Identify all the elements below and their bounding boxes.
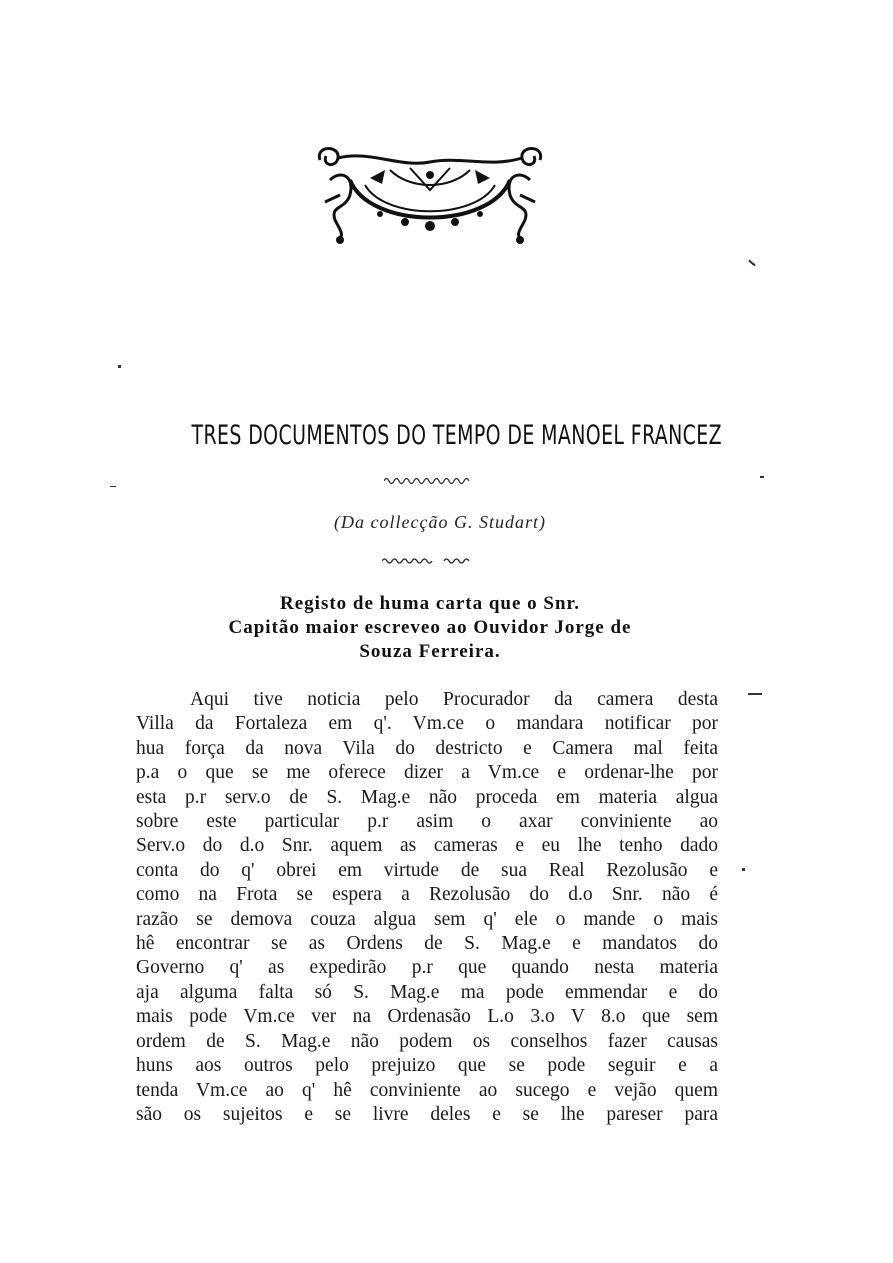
body-line: esta p.r serv.o de S. Mag.e não proceda em materia algua: [136, 786, 718, 808]
scan-speck: [118, 365, 121, 368]
document-subtitle: (Da collecção G. Studart): [334, 512, 546, 532]
body-line: conta do q' obrei em virtude de sua Real Rezolusão e: [136, 859, 718, 881]
document-title: TRES DOCUMENTOS DO TEMPO DE MANOEL FRANCEZ: [191, 420, 723, 451]
body-line: huns aos outros pelo prejuizo que se pode seguir e a: [136, 1055, 718, 1077]
body-line: Governo q' as expedirão p.r que quando nesta materia: [136, 957, 718, 979]
body-line: Serv.o do d.o Snr. aquem as cameras e eu lhe tenho dado: [136, 835, 718, 857]
body-line: Villa da Fortaleza em q'. Vm.ce o mandara notificar por: [136, 713, 718, 735]
body-line: como na Frota se espera a Rezolusão do d.o Snr. não é: [136, 884, 718, 906]
body-text: [136, 688, 718, 1127]
scan-speck: [748, 260, 755, 267]
scan-speck: [760, 476, 764, 478]
body-line: mais pode Vm.ce ver na Ordenasão L.o 3.o V 8.o que sem: [136, 1006, 718, 1028]
scan-speck: [110, 486, 116, 487]
body-line: hê encontrar se as Ordens de S. Mag.e e mandatos do: [136, 933, 718, 955]
body-line: Aqui tive noticia pelo Procurador da camera desta: [190, 689, 718, 710]
body-line: ordem de S. Mag.e não podem os conselhos fazer causas: [136, 1030, 718, 1052]
body-line: aja alguma falta só S. Mag.e ma pode emmendar e do: [136, 981, 718, 1003]
ornament-vignette-icon: [310, 140, 550, 250]
body-line: p.a o que se me oferece dizer a Vm.ce e ordenar-lhe por: [136, 762, 718, 784]
wavy-divider-icon: [384, 476, 470, 486]
body-line: sobre este particular p.r asim o axar conviniente ao: [136, 811, 718, 833]
scan-speck: [748, 693, 762, 695]
heading-line: Souza Ferreira.: [359, 641, 501, 662]
body-line: são os sujeitos e se livre deles e se lhe pareser para: [136, 1103, 718, 1125]
wavy-divider-small-icon: [382, 556, 472, 566]
body-line: hua força da nova Vila do destricto e Camera mal feita: [136, 737, 718, 759]
body-line: tenda Vm.ce ao q' hê conviniente ao sucego e vejão quem: [136, 1079, 718, 1101]
heading-line: Registo de huma carta que o Snr.: [280, 593, 580, 614]
section-heading: [140, 592, 720, 664]
heading-line: Capitão maior escreveo ao Ouvidor Jorge de: [228, 617, 632, 638]
scan-speck: [742, 868, 745, 871]
body-line: razão se demova couza algua sem q' ele o mande o mais: [136, 908, 718, 930]
